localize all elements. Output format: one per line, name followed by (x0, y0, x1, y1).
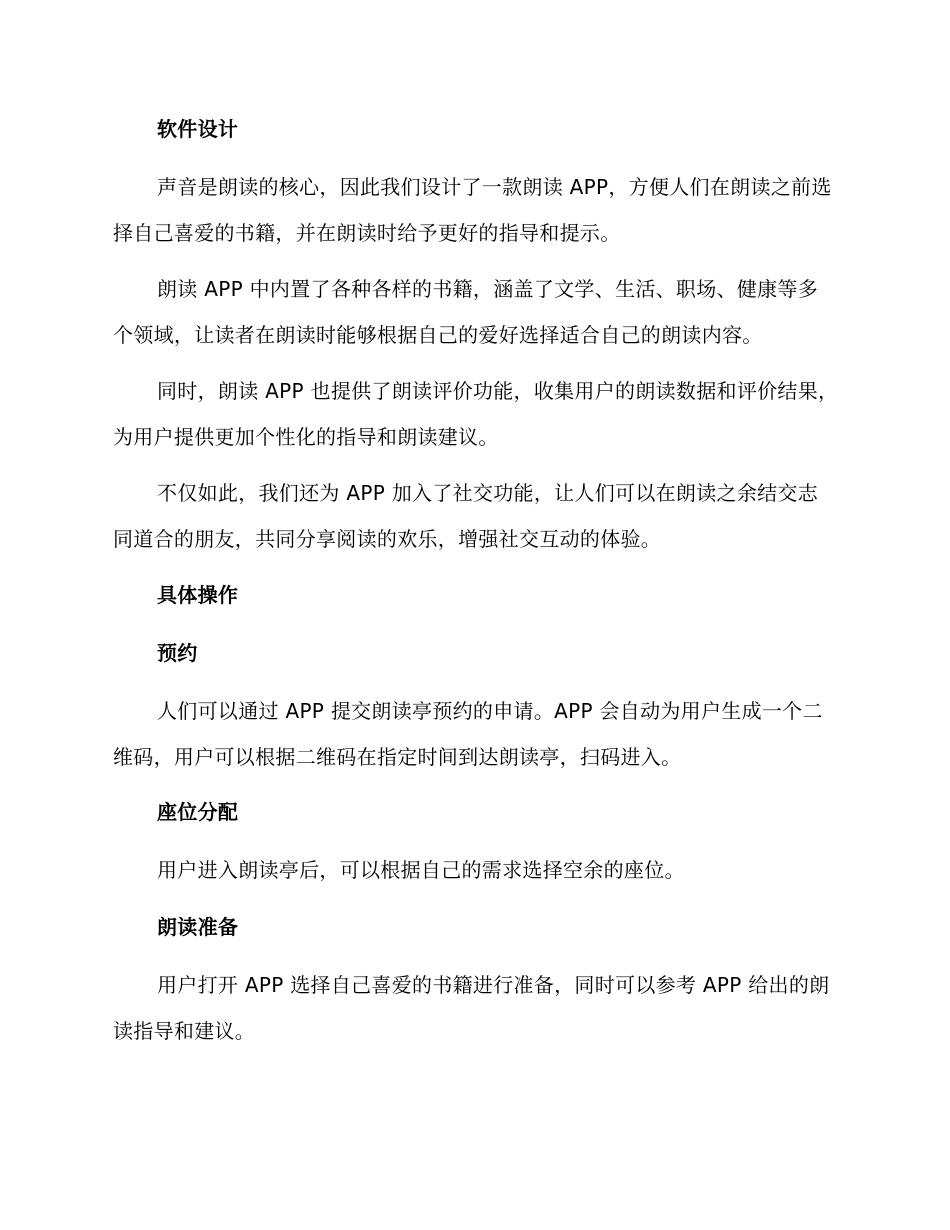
section-heading-software-design: 软件设计 (157, 117, 239, 141)
subheading-reservation: 预约 (157, 641, 198, 665)
subheading-reading-prep: 朗读准备 (157, 915, 239, 939)
subheading-seat-allocation: 座位分配 (157, 800, 239, 824)
paragraph-software-design-1: 声音是朗读的核心，因此我们设计了一款朗读 APP，方便人们在朗读之前选择自己喜爱的书籍，并在朗读时给予更好的指导和提示。 (113, 175, 832, 245)
paragraph-software-design-2: 朗读 APP 中内置了各种各样的书籍，涵盖了文学、生活、职场、健康等多个领域，让读者在朗读时能够根据自己的爱好选择适合自己的朗读内容。 (113, 277, 819, 347)
paragraph-reservation: 人们可以通过 APP 提交朗读亭预约的申请。APP 会自动为用户生成一个二维码，用户可以根据二维码在指定时间到达朗读亭，扫码进入。 (113, 699, 823, 769)
paragraph-seat-allocation: 用户进入朗读亭后，可以根据自己的需求选择空余的座位。 (157, 858, 685, 882)
paragraph-reading-prep: 用户打开 APP 选择自己喜爱的书籍进行准备，同时可以参考 APP 给出的朗读指导和建议。 (113, 973, 830, 1043)
paragraph-software-design-4: 不仅如此，我们还为 APP 加入了社交功能，让人们可以在朗读之余结交志同道合的朋友，共同分享阅读的欢乐，增强社交互动的体验。 (113, 481, 819, 551)
paragraph-software-design-3: 同时，朗读 APP 也提供了朗读评价功能，收集用户的朗读数据和评价结果，为用户提供更加个性化的指导和朗读建议。 (113, 379, 839, 449)
section-heading-operations: 具体操作 (157, 583, 239, 607)
